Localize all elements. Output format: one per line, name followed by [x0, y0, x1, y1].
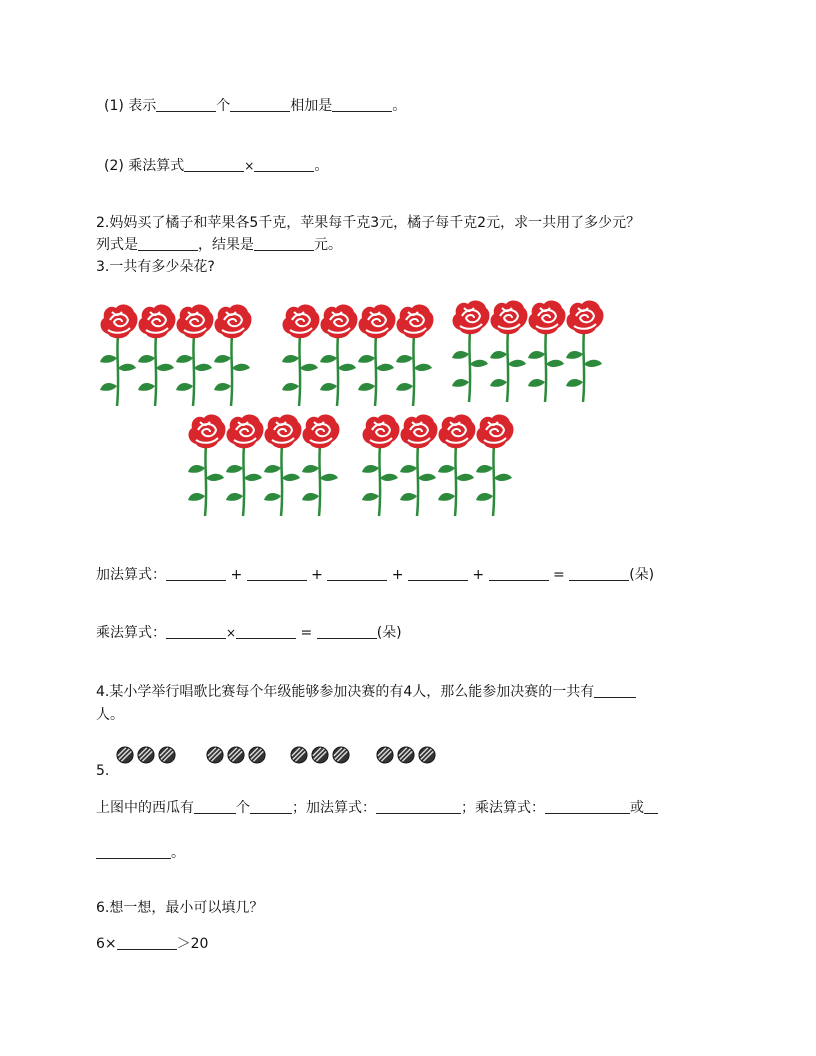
q5-text: 上图中的西瓜有 — [96, 800, 194, 816]
watermelon-icon — [248, 746, 266, 764]
answer-blank[interactable] — [230, 97, 290, 112]
q2-line1: 2.妈妈买了橘子和苹果各5千克，苹果每千克3元，橘子每千克2元，求一共用了多少元？ — [96, 215, 641, 231]
answer-blank[interactable] — [156, 97, 216, 112]
answer-blank[interactable] — [250, 799, 292, 814]
plus-sign: + — [472, 567, 485, 583]
q3-title: 3.一共有多少朵花? — [96, 259, 215, 275]
q1-part1-text: 。 — [392, 98, 407, 114]
q5-text: 。 — [171, 845, 185, 861]
watermelon-group — [206, 746, 269, 772]
answer-blank[interactable] — [194, 799, 236, 814]
watermelon-icon — [290, 746, 308, 764]
unit-label: (朵) — [376, 625, 402, 641]
rose-icon — [358, 305, 395, 406]
watermelon-group — [116, 746, 179, 772]
rose-icon — [362, 415, 399, 516]
q2-text: ，结果是 — [198, 237, 254, 253]
q5-text: 个 — [236, 800, 250, 816]
answer-blank[interactable] — [138, 236, 198, 251]
rose-icon — [214, 305, 251, 406]
answer-blank[interactable] — [247, 566, 307, 581]
watermelon-group — [290, 746, 353, 772]
watermelon-icon — [418, 746, 436, 764]
rose-icon — [138, 305, 175, 406]
q1-part1 — [104, 96, 406, 116]
q5-line2 — [96, 843, 185, 863]
answer-blank[interactable] — [569, 566, 629, 581]
q1-part2-prefix: (2) 乘法算式 — [104, 158, 185, 174]
answer-blank[interactable] — [408, 566, 468, 581]
answer-blank[interactable] — [166, 624, 226, 639]
equals-sign: = — [553, 567, 565, 583]
watermelon-icon — [206, 746, 224, 764]
q1-part1-prefix: (1) 表示 — [104, 98, 157, 114]
unit-label: (朵) — [629, 567, 655, 583]
rose-icon — [226, 415, 263, 516]
q2-text: 列式是 — [96, 237, 138, 253]
q4-text: 4.某小学举行唱歌比赛每个年级能够参加决赛的有4人，那么能参加决赛的一共有 — [96, 684, 595, 700]
answer-blank[interactable] — [489, 566, 549, 581]
answer-blank[interactable] — [545, 799, 630, 814]
rose-icon — [302, 415, 339, 516]
q5-text: ；加法算式： — [292, 800, 376, 816]
answer-blank[interactable] — [327, 566, 387, 581]
watermelon-icon — [137, 746, 155, 764]
watermelon-image — [116, 746, 446, 772]
q6-text: 6× — [96, 936, 117, 952]
answer-blank[interactable] — [236, 624, 296, 639]
times-sign: × — [244, 159, 255, 173]
equals-sign: = — [300, 625, 313, 641]
plus-sign: + — [311, 567, 323, 583]
q1-part1-text: 个 — [216, 98, 231, 114]
plus-sign: + — [230, 567, 243, 583]
answer-blank[interactable] — [332, 97, 392, 112]
watermelon-icon — [376, 746, 394, 764]
answer-blank[interactable] — [166, 566, 226, 581]
times-sign: × — [226, 626, 237, 640]
answer-blank[interactable] — [317, 624, 377, 639]
rose-icon — [452, 301, 489, 402]
q6-expression — [96, 934, 208, 954]
q6-text: ＞20 — [176, 936, 209, 952]
watermelon-icon — [332, 746, 350, 764]
q5-line1 — [96, 798, 658, 818]
answer-blank[interactable] — [254, 157, 314, 172]
answer-blank[interactable] — [644, 799, 658, 814]
q3-add-label: 加法算式： — [96, 567, 166, 583]
rose-icon — [282, 305, 319, 406]
answer-blank[interactable] — [184, 157, 244, 172]
q1-part2 — [104, 156, 328, 176]
flower-image — [96, 296, 618, 526]
watermelon-icon — [158, 746, 176, 764]
answer-blank[interactable] — [117, 935, 177, 950]
answer-blank[interactable] — [594, 683, 636, 698]
watermelon-icon — [311, 746, 329, 764]
q2-line2 — [96, 235, 342, 255]
answer-blank[interactable] — [96, 844, 171, 859]
q5-text: ；乘法算式： — [461, 800, 545, 816]
rose-icon — [490, 301, 527, 402]
q1-part1-text: 相加是 — [290, 98, 333, 114]
roses-illustration — [96, 296, 618, 526]
q4-line1 — [96, 682, 636, 702]
q5-text: 或 — [630, 800, 644, 816]
watermelon-icon — [116, 746, 134, 764]
rose-icon — [188, 415, 225, 516]
answer-blank[interactable] — [376, 799, 461, 814]
q5-number: 5. — [96, 763, 110, 779]
q6-title: 6.想一想，最小可以填几？ — [96, 900, 264, 916]
rose-icon — [438, 415, 475, 516]
rose-icon — [264, 415, 301, 516]
rose-icon — [476, 415, 513, 516]
q1-part2-text: 。 — [314, 158, 329, 174]
rose-icon — [100, 305, 137, 406]
q3-multiplication — [96, 623, 402, 643]
rose-icon — [396, 305, 433, 406]
q2-text: 元。 — [314, 237, 342, 253]
rose-icon — [176, 305, 213, 406]
watermelon-group — [376, 746, 439, 772]
answer-blank[interactable] — [254, 236, 314, 251]
rose-icon — [400, 415, 437, 516]
rose-icon — [528, 301, 565, 402]
q3-mul-label: 乘法算式： — [96, 625, 166, 641]
rose-icon — [566, 301, 603, 402]
q3-addition — [96, 565, 654, 585]
watermelon-icon — [397, 746, 415, 764]
q4-line2: 人。 — [96, 707, 124, 723]
plus-sign: + — [391, 567, 404, 583]
watermelon-icon — [227, 746, 245, 764]
rose-icon — [320, 305, 357, 406]
